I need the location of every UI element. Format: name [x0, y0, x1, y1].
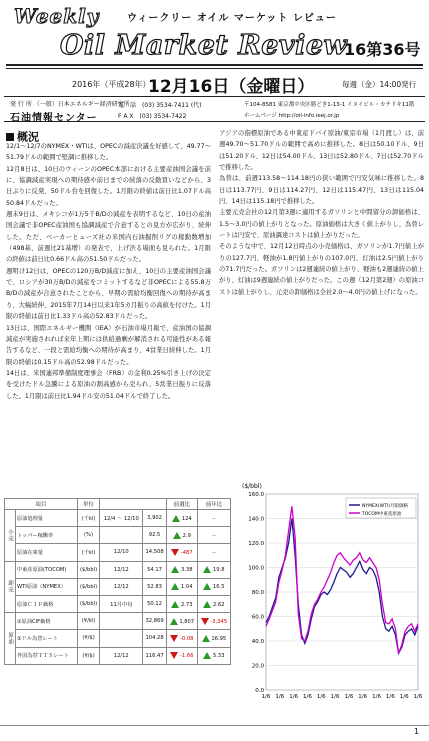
triangle-up-icon	[173, 532, 181, 539]
overview-heading-text: 概況	[17, 130, 39, 144]
x-tick-label: 1/6	[330, 694, 340, 700]
item-cell: トッパー稼働率	[16, 527, 78, 544]
wow-cell	[166, 527, 197, 544]
triangle-up-icon	[171, 566, 179, 573]
x-tick-label: 1/6	[344, 694, 354, 700]
y-tick-label: 60.0	[251, 614, 264, 621]
price-line-chart	[240, 480, 426, 718]
wow-value: -487	[180, 549, 193, 556]
triangle-down-icon	[170, 635, 178, 642]
table-body	[5, 510, 231, 665]
market-data-table	[4, 498, 231, 665]
wow-value: -0.08	[180, 635, 194, 642]
masthead-rule-thin	[6, 68, 423, 69]
y-tick-label: 160.0	[248, 492, 264, 498]
wow-cell	[166, 647, 197, 664]
publisher-tel: 電 話 (03) 3534-7411 (代)	[118, 102, 202, 109]
yoy-value: －	[211, 549, 217, 556]
period-cell	[100, 613, 143, 630]
yoy-value: 5.33	[212, 653, 225, 660]
value-cell: 14,508	[143, 544, 167, 561]
yoy-value: 16.95	[211, 635, 227, 642]
table-row	[5, 510, 231, 527]
paragraph: アジアの指標原油である中東産ドバイ原油/東京市場（1月渡し）は、前週49.70～51.70ドルの範囲で高めに推移した。8日は50.10ドル、9日は51.20ドル、12日は54.00ドル、13日は52.80ドル、7日は52.70ドルで推移した。	[219, 130, 424, 172]
table-header-row	[5, 499, 231, 510]
item-cell: 中東産原油(TOCOM)	[16, 561, 78, 578]
footer-rule	[0, 725, 429, 726]
x-tick-label: 1/6	[372, 694, 381, 700]
triangle-up-icon	[203, 566, 211, 573]
wow-cell	[166, 510, 197, 527]
value-cell: 116.47	[143, 647, 167, 664]
period-cell: 12/12	[100, 561, 143, 578]
period-cell: 12/10	[100, 544, 143, 561]
yoy-cell	[197, 544, 230, 561]
triangle-down-icon	[170, 652, 178, 659]
x-tick-label: 1/6	[399, 694, 409, 700]
unit-cell: ($/bbl)	[77, 595, 100, 612]
wow-value: 2.9	[182, 532, 191, 539]
yoy-value: 2.62	[212, 601, 225, 608]
issue-number: 16第36号	[344, 40, 421, 59]
triangle-up-icon	[171, 583, 179, 590]
wow-value: 3.38	[180, 567, 193, 574]
paragraph: 12月8日は、10日のウィーンのOPEC本部における主要産油国会議を前に、協調減産実現への期待感や前日までの続落の反動買いなどから、3日ぶりに反発、50ドル台を回復した。1月限の終値は前日比1.07ドル高50.84ドルだった。	[6, 165, 211, 207]
y-tick-label: 40.0	[251, 639, 264, 645]
yoy-cell	[197, 647, 230, 664]
x-tick-label: 1/6	[413, 694, 423, 700]
triangle-down-icon	[201, 618, 209, 625]
paragraph: 主要元売会社の12月第3週に適用するガソリンと中間留分の卸価格は、1.5～3.0円の値上がりとなった。原油価格は大きく値上がりし、為替レートは円安で、原油調達コストは値上がりだった。	[219, 209, 424, 240]
paragraph: 為替は、前週113.58～114.18円の狭い範囲で円安気味に推移した。8日は113.77円、9日は114.27円、12日は115.47円、13日は115.04円、14日は115.18円で推移した。	[219, 175, 424, 206]
square-bullet-icon	[6, 133, 14, 141]
value-cell: 92.5	[143, 527, 167, 544]
publisher-address: 〒104-8581 東京都中央区勝どき1-13-1 イヌイビル・カチドキ11階	[244, 102, 415, 108]
paragraph: 週明け12日は、OPECの120万B/D減産に加え、10日の主要産油国会議で、ロシアが30万B/Dの減産をコミットするなど非OPECによる55.8万B/Dの減産が合意されたことから、早期の需給均衡回復への期待が高まり、大幅続伸、2015年7月14日以来1年5カ月振りの高値を付けた。1月限の終値は前日比1.33ドル高の52.83ドルだった。	[6, 267, 211, 321]
unit-cell: ($/bbl)	[77, 561, 100, 578]
x-tick-label: 1/6	[303, 694, 312, 700]
publisher-homepage[interactable]: ホームページ http://oil-info.ieej.or.jp	[244, 113, 340, 119]
table-row	[5, 630, 231, 647]
item-cell: 外国為替ＴＴＳレート	[16, 647, 78, 664]
yoy-cell	[197, 630, 230, 647]
table-header: 前週比	[166, 499, 197, 510]
triangle-up-icon	[171, 601, 179, 608]
table-row	[5, 561, 231, 578]
unit-cell: ($/bbl)	[77, 578, 100, 595]
triangle-up-icon	[203, 583, 211, 590]
y-tick-label: 140.0	[248, 516, 264, 523]
yoy-value: －	[211, 515, 217, 522]
y-tick-label: 20.0	[251, 663, 264, 670]
overview-right-column	[219, 128, 424, 298]
period-cell	[100, 527, 143, 544]
publisher-label: 発 行 所 （一般）日本エネルギー経済研究所	[10, 101, 130, 108]
issue-date: 12月16日（金曜日）	[148, 77, 315, 97]
yoy-cell	[197, 613, 230, 630]
wow-cell	[166, 578, 197, 595]
masthead-title: Oil Market Review	[60, 30, 348, 61]
subtitle-kana: ウィークリー オイル マーケット レビュー	[127, 13, 337, 24]
issue-frequency: 毎週（金）14:00発行	[342, 80, 417, 89]
triangle-up-icon	[172, 515, 180, 522]
value-cell: 104.28	[143, 630, 167, 647]
yoy-cell	[197, 561, 230, 578]
triangle-up-icon	[203, 652, 211, 659]
yoy-cell	[197, 578, 230, 595]
y-axis-unit: ($/bbl)	[242, 483, 262, 490]
yoy-value: －	[211, 532, 217, 539]
unit-cell: (千kl)	[77, 510, 100, 527]
table-row	[5, 578, 231, 595]
paragraph: 13日は、国際エネルギー機関（IEA）が石油市場月報で、産油国の協調減産が実施されれば来年上期には供給過剰が解消される可能性がある報告するなど、一段と需給均衡への期待が高まり、4営業日続伸した。1月限の終値は0.15ドル高の52.98ドルだった。	[6, 324, 211, 366]
group-label: 小売	[5, 510, 16, 562]
table-header	[100, 499, 167, 510]
item-cell: 原油処理量	[16, 510, 78, 527]
value-cell: 50.12	[143, 595, 167, 612]
unit-cell: (¥/$)	[77, 630, 100, 647]
item-cell: ①原油CIF価格	[16, 613, 78, 630]
wow-value: -1.66	[180, 653, 194, 660]
y-tick-label: 100.0	[248, 565, 264, 572]
x-tick-label: 1/6	[358, 694, 368, 700]
wow-value: 1.04	[180, 584, 193, 591]
wow-value: 1,807	[179, 618, 195, 625]
y-tick-label: 0.0	[255, 688, 264, 694]
x-tick-label: 1/6	[275, 694, 285, 700]
item-cell: ②ドル為替レート	[16, 630, 78, 647]
period-cell	[100, 630, 143, 647]
page-number: 1	[414, 727, 420, 736]
wow-value: 124	[181, 515, 192, 522]
unit-cell: (¥/$)	[77, 647, 100, 664]
y-tick-label: 80.0	[251, 590, 264, 596]
issue-year: 2016年（平成28年）	[72, 80, 151, 89]
table-header: 前年比	[197, 499, 230, 510]
x-tick-label: 1/6	[385, 694, 395, 700]
table-row	[5, 595, 231, 612]
x-tick-label: 1/6	[261, 694, 271, 700]
wow-cell	[166, 630, 197, 647]
triangle-up-icon	[170, 618, 178, 625]
x-tick-label: 1/6	[289, 694, 299, 700]
wow-value: 2.73	[180, 601, 193, 608]
wow-cell	[166, 613, 197, 630]
item-cell: WTI原油（NYMEX）	[16, 578, 78, 595]
wow-cell	[166, 561, 197, 578]
period-cell: 12/12	[100, 578, 143, 595]
weekly-logo: Weekly	[14, 4, 100, 28]
wow-cell	[166, 595, 197, 612]
item-cell: 原油ＣＩＦ価格	[16, 595, 78, 612]
value-cell: 54.17	[143, 561, 167, 578]
yoy-cell	[197, 527, 230, 544]
triangle-up-icon	[202, 635, 210, 642]
paragraph: 14日は、米国連邦準備制度理事会（FRB）の金利0.25%引き上げの決定を受けたドル急騰による原油の割高感から売られ、5営業日振りに反落した。1月限は前日比1.94ドル安の51.04ドルで終了した。	[6, 369, 211, 400]
group-label: 卸売	[5, 561, 16, 613]
table-row	[5, 544, 231, 561]
table-header: 単位	[77, 499, 100, 510]
overview-heading	[6, 126, 206, 144]
triangle-up-icon	[203, 601, 211, 608]
paragraph: 週末9日は、メキシコが1万5千B/Dの減産を表明するなど、10日の産油国会議で非OPEC産油国も協調減産で合意するとの見方が広がり、続伸した。ただ、ベーカーヒューズ社の米国内石油掘削リグの稼動数増加（498基、前週比21基増）の発表で、上げ渋る場面も見られた。1月限の終値は前日比0.66ドル高の51.50ドルだった。	[6, 211, 211, 264]
masthead-rule	[6, 64, 423, 66]
legend-label: NYMEX(WTI)月限価格	[362, 504, 408, 509]
yoy-value: 19.8	[212, 567, 225, 574]
value-cell: 32,869	[143, 613, 167, 630]
y-tick-label: 120.0	[248, 541, 264, 547]
period-cell: 11月中旬	[100, 595, 143, 612]
period-cell: 12/4 ～ 12/10	[100, 510, 143, 527]
unit-cell: (¥/kl)	[77, 613, 100, 630]
paragraph: そのような中で、12月12日時点の小売価格は、ガソリンが1.7円値上がりの127.7円、軽油が1.8円値上がりの107.0円、灯油は2.5円値上がりの71.7円だった。ガソリンは2週連続の値上がり、軽油も2週連続の値上がり、灯油は9週連続の値上がりだった。この週（12月第2週）の原油コストは値上がりし、元売の卸価格は全社2.0～4.0円の値上げになった。	[219, 243, 424, 296]
yoy-cell	[197, 595, 230, 612]
triangle-down-icon	[171, 549, 179, 556]
unit-cell: (千kl)	[77, 544, 100, 561]
group-label: 原油	[5, 613, 16, 665]
yoy-value: -3,345	[210, 618, 228, 625]
yoy-cell	[197, 510, 230, 527]
wow-cell	[166, 544, 197, 561]
value-cell: 52.83	[143, 578, 167, 595]
table-row	[5, 613, 231, 630]
legend-label: TOCOM中東産原油	[362, 512, 402, 517]
table-row	[5, 647, 231, 664]
table-header: 項目	[5, 499, 78, 510]
paragraph: 12/1～12/7のNYMEX・WTIは、OPECの減産決議を好感して、49.77～51.79ドルの範囲で堅調に推移した。	[6, 143, 211, 162]
table-row	[5, 527, 231, 544]
item-cell: 原油在庫量	[16, 544, 78, 561]
publisher-name: 石油情報センター	[10, 113, 98, 124]
publisher-fax: F A X (03) 3534-7422	[118, 113, 187, 120]
unit-cell: (%)	[77, 527, 100, 544]
overview-left-column	[6, 141, 211, 402]
value-cell: 3,902	[143, 510, 167, 527]
period-cell: 12/12	[100, 647, 143, 664]
yoy-value: 16.5	[212, 584, 225, 591]
x-tick-label: 1/6	[316, 694, 326, 700]
